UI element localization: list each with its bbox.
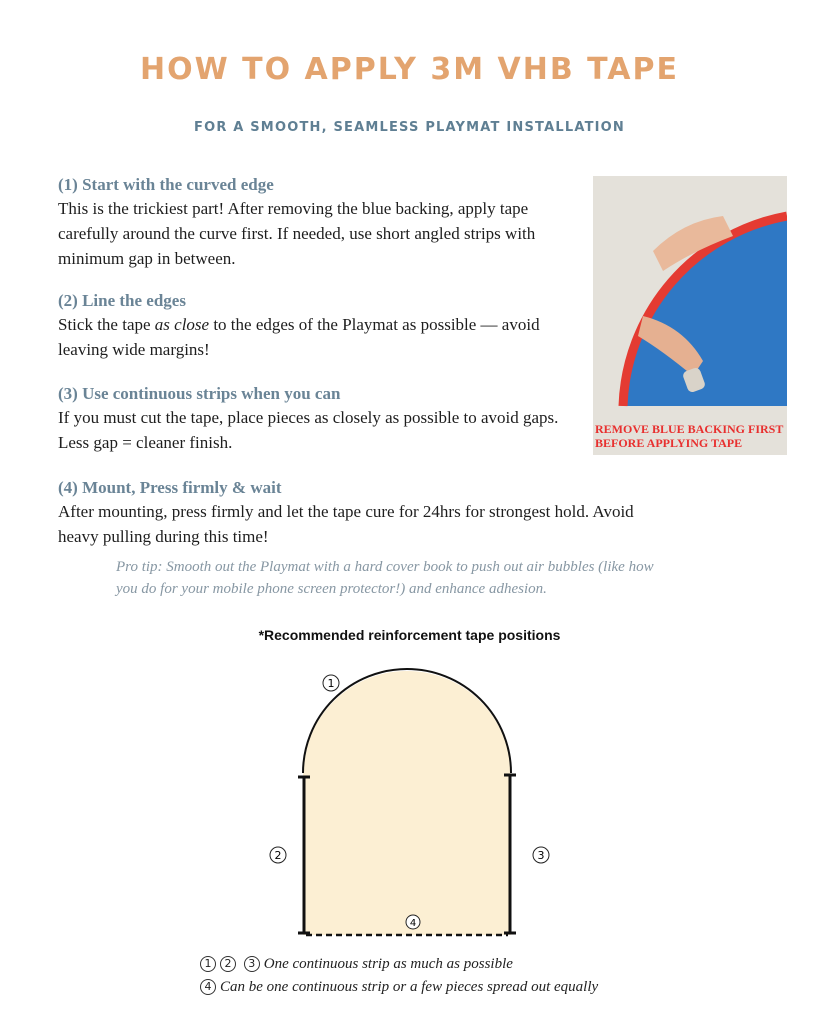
legend-num: 1 [200, 956, 216, 972]
photo-caption [595, 422, 787, 450]
step-body: After mounting, press firmly and let the tape cure for 24hrs for strongest hold. Avoid heavy pulling during this time! [58, 502, 634, 546]
step-body: This is the trickiest part! After removing the blue backing, apply tape carefully around the curve first. If needed, use short angled strips with minimum gap in between. [58, 199, 536, 268]
pro-tip: Pro tip: Smooth out the Playmat with a hard cover book to push out air bubbles (like how you do for your mobile phone screen protector!) and enhance adhesion. [116, 559, 654, 597]
step-body-emphasis: as close [154, 315, 210, 334]
step-1 [58, 174, 568, 271]
step-heading: (2) Line the edges [58, 291, 186, 310]
tape-application-photo [593, 176, 787, 455]
legend-num: 2 [220, 956, 236, 972]
legend-line-1 [200, 954, 700, 974]
tape-position-diagram [260, 655, 570, 945]
step-body-text: to the edges of the Playmat as possible — avoid leaving wide margins! [58, 315, 540, 359]
label-3 [533, 847, 549, 863]
step-body: If you must cut the tape, place pieces as closely as possible to avoid gaps. Less gap = cleaner finish. [58, 408, 559, 452]
arch-diagram [260, 655, 570, 945]
label-2 [270, 847, 286, 863]
photo-caption-line: REMOVE BLUE BACKING FIRST [595, 422, 784, 436]
label-4-text: 4 [409, 918, 417, 929]
step-4 [58, 477, 638, 549]
legend-line-2 [200, 977, 700, 997]
step-3 [58, 383, 568, 455]
page-title: HOW TO APPLY 3M VHB TAPE [139, 52, 679, 87]
label-3-text: 3 [537, 849, 545, 862]
label-1-text: 1 [327, 677, 335, 690]
photo-caption-line: BEFORE APPLYING TAPE [595, 436, 743, 450]
step-heading: (4) Mount, Press firmly & wait [58, 478, 282, 497]
step-heading: (1) Start with the curved edge [58, 175, 274, 194]
label-1 [323, 675, 339, 691]
step-2 [58, 290, 568, 362]
diagram-title: *Recommended reinforcement tape positions [258, 627, 561, 643]
legend-text: One continuous strip as much as possible [263, 956, 513, 972]
legend-num: 4 [200, 979, 216, 995]
page-subtitle: FOR A SMOOTH, SEAMLESS PLAYMAT INSTALLATION [193, 120, 626, 135]
label-2-text: 2 [274, 849, 282, 862]
step-body-text: Stick the tape [58, 315, 155, 334]
step-body [58, 312, 568, 362]
photo-illustration [593, 176, 787, 455]
playmat-shape [303, 671, 511, 935]
step-heading: (3) Use continuous strips when you can [58, 384, 341, 403]
legend-num: 3 [244, 956, 260, 972]
legend-text: Can be one continuous strip or a few pieces spread out equally [220, 979, 599, 995]
label-4 [406, 915, 420, 929]
